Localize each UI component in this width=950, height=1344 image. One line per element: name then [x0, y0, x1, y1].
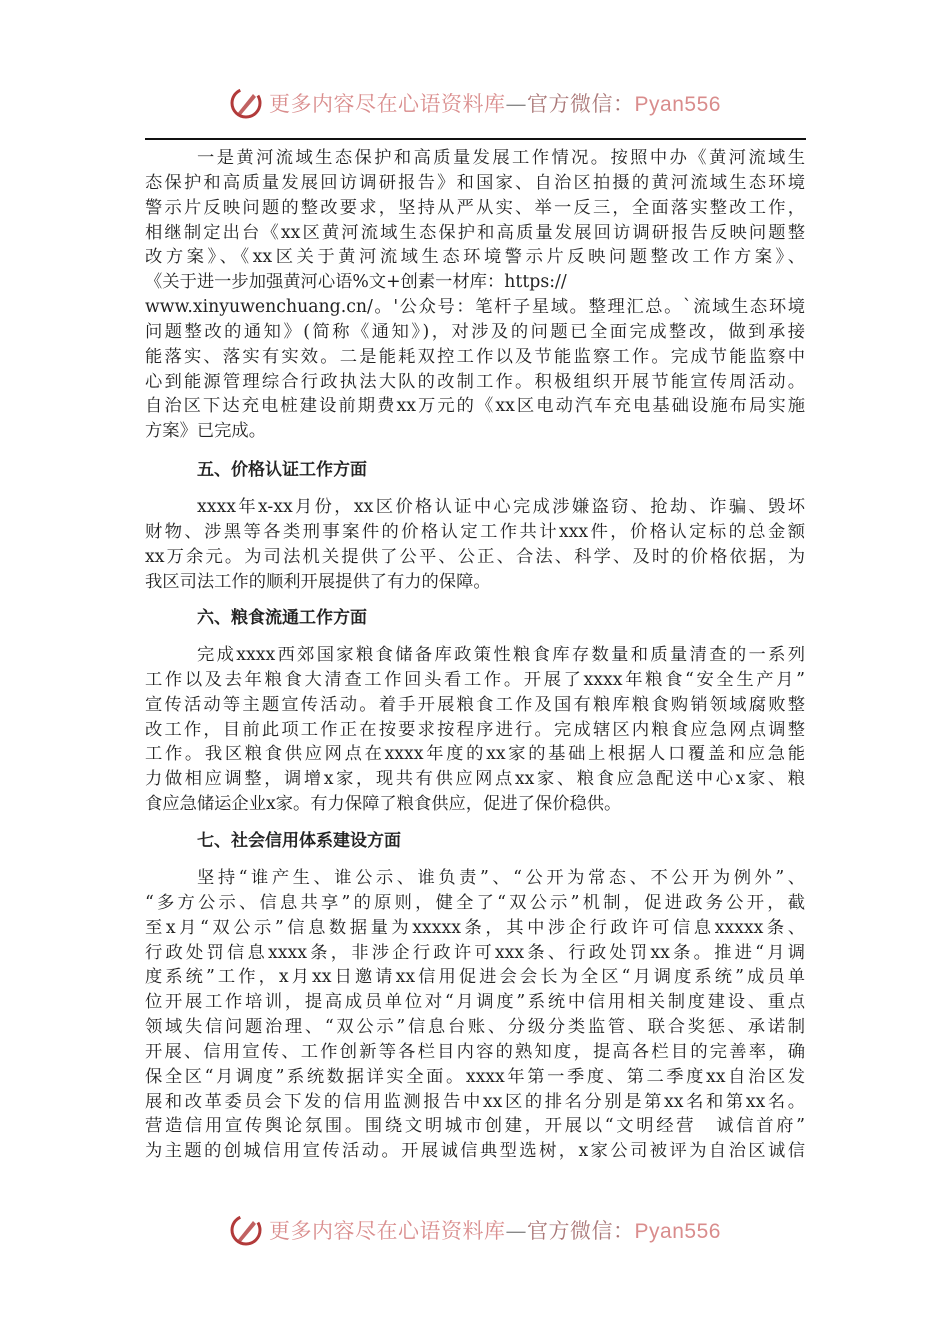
text-line: 工作以及去年粮食大清查工作回头看工作。开展了xxxx年粮食“安全生产月”	[145, 669, 805, 690]
text-line: 方案》已完成。	[145, 421, 266, 442]
text-line: 宣传活动等主题宣传活动。着手开展粮食工作及国有粮库粮食购销领域腐败整	[145, 694, 805, 715]
paragraph	[145, 146, 805, 444]
paragraph	[145, 866, 805, 1164]
text-line: 心到能源管理综合行政执法大队的改制工作。积极组织开展节能宣传周活动。	[145, 371, 805, 392]
section-heading: 五、价格认证工作方面	[197, 460, 367, 480]
quill-pen-logo-icon	[229, 86, 263, 120]
watermark-text: 更多内容尽在心语资料库	[269, 1219, 506, 1243]
text-line: 度系统”工作，x月xx日邀请xx信用促进会会长为全区“月调度系统”成员单	[145, 967, 805, 988]
footer-watermark	[0, 1210, 950, 1250]
watermark-account: Pyan556	[634, 1220, 721, 1243]
text-line: www.xinyuwenchuang.cn/。'公众号：笔杆子星域。整理汇总。`流域生态环境	[145, 297, 805, 318]
section-heading: 六、粮食流通工作方面	[197, 608, 367, 628]
text-line: 展和改革委员会下发的信用监测报告中xx区的排名分别是第xx名和第xx名。	[145, 1091, 805, 1112]
text-line: 《关于进一步加强黄河心语%文+创素一材库：https://	[145, 272, 567, 293]
text-line: 一是黄河流域生态保护和高质量发展工作情况。按照中办《黄河流域生	[197, 148, 805, 168]
text-line: xx万余元。为司法机关提供了公平、公正、合法、科学、及时的价格依据，为	[145, 546, 805, 567]
watermark-label: 官方微信：	[527, 92, 635, 116]
watermark-text: 更多内容尽在心语资料库	[269, 92, 506, 116]
text-line: “多方公示、信息共享”的原则，健全了“双公示”机制，促进政务公开，截	[145, 892, 805, 913]
text-line: 保全区“月调度”系统数据详实全面。xxxx年第一季度、第二季度xx自治区发	[145, 1066, 805, 1087]
header-rule	[145, 138, 806, 140]
paragraph	[145, 643, 805, 817]
text-line: xxxx年x-xx月份，xx区价格认证中心完成涉嫌盗窃、抢劫、诈骗、毁坏	[197, 497, 805, 517]
text-line: 为主题的创城信用宣传活动。开展诚信典型选树，x家公司被评为自治区诚信	[145, 1141, 805, 1162]
text-line: 警示片反映问题的整改要求，坚持从严从实、举一反三，全面落实整改工作，	[145, 197, 805, 218]
text-line: 领域失信问题治理、“双公示”信息台账、分级分类监管、联合奖惩、承诺制	[145, 1017, 805, 1038]
text-line: 财物、涉黑等各类刑事案件的价格认定工作共计xxx件，价格认定标的总金额	[145, 521, 805, 542]
quill-pen-logo-icon	[229, 1213, 263, 1247]
section-heading: 七、社会信用体系建设方面	[197, 831, 401, 851]
paragraph	[145, 495, 805, 594]
text-line: 工作。我区粮食供应网点在xxxx年度的xx家的基础上根据人口覆盖和应急能	[145, 744, 805, 765]
text-line: 坚持“谁产生、谁公示、谁负责”、“公开为常态、不公开为例外”、	[197, 868, 805, 888]
text-line: 行政处罚信息xxxx条，非涉企行政许可xxx条、行政处罚xx条。推进“月调	[145, 942, 805, 963]
text-line: 改方案》、《xx区关于黄河流域生态环境警示片反映问题整改工作方案》、	[145, 247, 805, 268]
text-line: 至x月“双公示”信息数据量为xxxxx条，其中涉企行政许可信息xxxxx条、	[145, 917, 805, 938]
watermark-dash: —	[505, 92, 528, 116]
watermark-account: Pyan556	[634, 93, 721, 116]
header-watermark	[0, 83, 950, 123]
text-line: 食应急储运企业x家。有力保障了粮食供应，促进了保价稳供。	[145, 794, 622, 815]
text-line: 改工作，目前此项工作正在按要求按程序进行。完成辖区内粮食应急网点调整	[145, 719, 805, 740]
text-line: 营造信用宣传舆论氛围。围绕文明城市创建，开展以“文明经营 诚信首府”	[145, 1116, 805, 1137]
text-line: 我区司法工作的顺利开展提供了有力的保障。	[145, 571, 491, 592]
text-line: 完成xxxx西郊国家粮食储备库政策性粮食库存数量和质量清查的一系列	[197, 645, 805, 665]
text-line: 问题整改的通知》(简称《通知》)，对涉及的问题已全面完成整改，做到承接	[145, 321, 805, 342]
text-line: 自治区下达充电桩建设前期费xx万元的《xx区电动汽车充电基础设施布局实施	[145, 396, 805, 417]
text-line: 力做相应调整，调增x家，现共有供应网点xx家、粮食应急配送中心x家、粮	[145, 769, 805, 790]
text-line: 开展、信用宣传、工作创新等各栏目内容的熟知度，提高各栏目的完善率，确	[145, 1041, 805, 1062]
text-line: 能落实、落实有实效。二是能耗双控工作以及节能监察工作。完成节能监察中	[145, 346, 805, 367]
watermark-dash: —	[505, 1219, 528, 1243]
text-line: 位开展工作培训，提高成员单位对“月调度”系统中信用相关制度建设、重点	[145, 992, 805, 1013]
text-line: 态保护和高质量发展回访调研报告》和国家、自治区拍摄的黄河流域生态环境	[145, 172, 805, 193]
watermark-label: 官方微信：	[527, 1219, 635, 1243]
text-line: 相继制定出台《xx区黄河流域生态保护和高质量发展回访调研报告反映问题整	[145, 222, 805, 243]
